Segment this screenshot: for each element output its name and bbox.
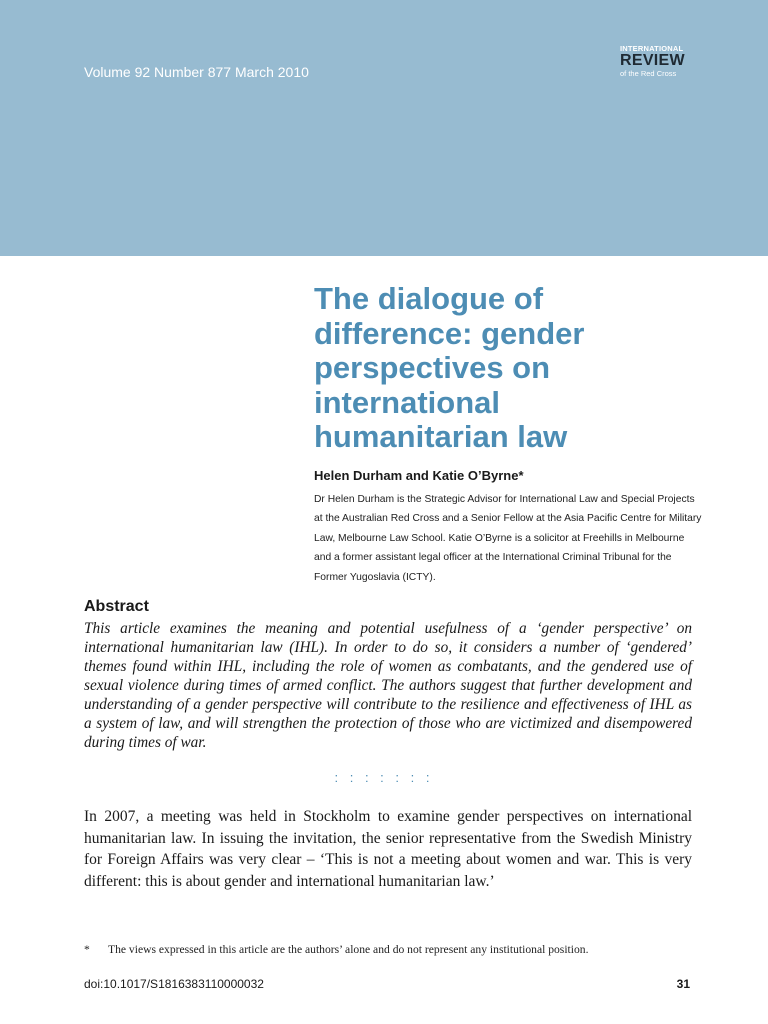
footnote-text: The views expressed in this article are the authors’ alone and do not represent any institutional position. (108, 943, 589, 956)
header-band (0, 0, 768, 256)
abstract-heading: Abstract (84, 598, 149, 615)
author-affiliation: Dr Helen Durham is the Strategic Advisor for International Law and Special Projects at the Australian Red Cross and a Senior Fellow at the Asia Pacific Centre for Military Law, Melbourne Law School. Katie O’Byrne is a solicitor at Freehills in Melbourne and a former assistant legal officer at the International Criminal Tribunal for the Former Yugoslavia (ICTY). (314, 494, 702, 583)
logo-top-text: INTERNATIONAL (620, 44, 684, 53)
section-separator: : : : : : : : (334, 770, 434, 785)
page-number: 31 (676, 977, 690, 991)
logo-main-text: REVIEW (620, 52, 685, 69)
article-title: The dialogue of difference: gender perspectives on international humanitarian law (314, 281, 585, 454)
article-authors: Helen Durham and Katie O’Byrne* (314, 468, 524, 483)
journal-logo (620, 45, 690, 78)
body-paragraph: In 2007, a meeting was held in Stockholm to examine gender perspectives on international humanitarian law. In issuing the invitation, the senior representative from the Swedish Ministry for Foreign Affairs was very clear – ‘This is not a meeting about women and war. This is very different: this is about gender and international humanitarian law.’ (84, 808, 692, 890)
doi-link[interactable]: doi:10.1017/S1816383110000032 (84, 977, 264, 991)
footnote-mark: * (84, 943, 90, 956)
footnote (84, 943, 694, 956)
logo-bottom-text: of the Red Cross (620, 69, 677, 78)
issue-info: Volume 92 Number 877 March 2010 (84, 64, 309, 80)
abstract-text: This article examines the meaning and potential usefulness of a ‘gender perspective’ on international humanitarian law (IHL). In order to do so, it considers a number of ‘gendered’ themes found within IHL, including the role of women as combatants, and the gendered use of sexual violence during times of armed conflict. The authors suggest that further development and understanding of a gender perspective will contribute to the resilience and effectiveness of IHL as a system of law, and will strengthen the protection of those who are victimized and disempowered during times of war. (84, 620, 692, 751)
